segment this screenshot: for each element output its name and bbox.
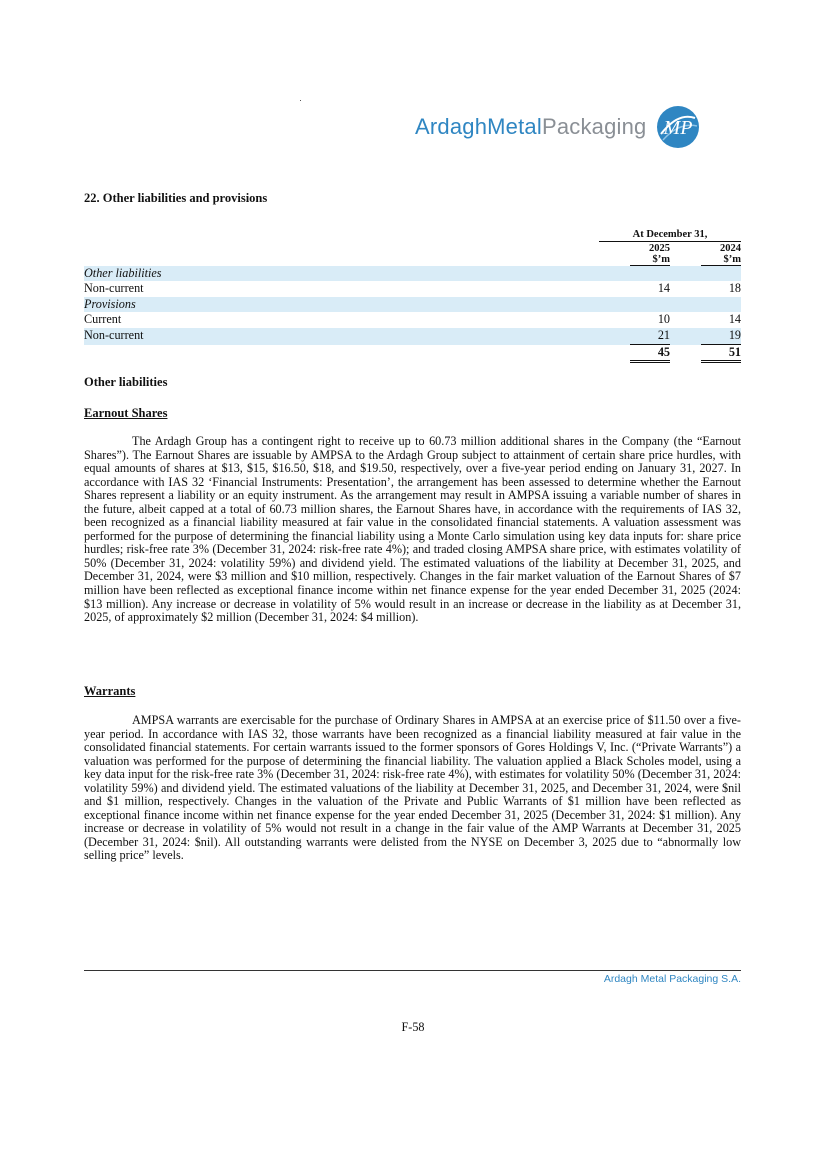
header-year-2025: 2025 — [649, 242, 670, 254]
header-group-label: At December 31, — [599, 229, 741, 242]
table-row — [84, 297, 741, 313]
cell-2025: 14 — [657, 281, 670, 296]
table-row — [84, 312, 741, 328]
table-row — [84, 328, 741, 345]
liabilities-table — [84, 227, 741, 363]
total-2025: 45 — [630, 345, 670, 364]
earnout-heading: Earnout Shares — [84, 406, 168, 420]
amp-emblem-icon — [655, 104, 701, 150]
table-header-year-row — [84, 243, 741, 254]
total-2024: 51 — [701, 345, 741, 364]
logo-word-metal: Metal — [487, 114, 542, 139]
header-year-2024: 2024 — [720, 242, 741, 254]
stray-dot — [300, 100, 301, 101]
cell-2025 — [599, 266, 670, 282]
table-total-row — [84, 345, 741, 364]
table-row — [84, 266, 741, 282]
page-number: F-58 — [401, 1020, 425, 1034]
warrants-paragraph: AMPSA warrants are exercisable for the purchase of Ordinary Shares in AMPSA at an exercise price of $11.50 over a five-year period. In accordance with IAS 32, those warrants have been recognized as a financial liability measured at fair value in the consolidated financial statements. For certain warrants issued to the former sponsors of Gores Holdings V, Inc. (“Private Warrants”) a valuation was performed for the purpose of determining the financial liability. The valuation applied a Black Scholes model, using a key data input for the risk-free rate 3% (December 31, 2024: risk-free rate 4%), with estimates for volatility 50% (December 31, 2024: volatility 59%) and dividend yield. The estimated valuations of the liability at December 31, 2025, and December 31, 2024, were $nil and $1 million, respectively. Changes in the valuation of the Private and Public Warrants of $1 million have been reflected as exceptional finance income within net finance expense for the year ended December 31, 2025 (December 31, 2024: $1 million). Any increase or decrease in volatility of 5% would not result in a change in the fair value of the AMP Warrants at December 31, 2025 (December 31, 2024: $nil). All outstanding warrants were delisted from the NYSE on December 3, 2025 due to “abnormally low selling price” levels. — [84, 713, 741, 863]
cell-2024: 18 — [728, 281, 741, 296]
cell-2024 — [670, 297, 741, 313]
cell-2025: 21 — [630, 328, 670, 345]
row-label: Non-current — [84, 281, 144, 296]
table-header-group-row — [84, 227, 741, 243]
header-unit-2024: $’m — [701, 254, 741, 266]
cell-2024: 19 — [701, 328, 741, 345]
header-unit-2025: $’m — [630, 254, 670, 266]
footer-divider — [84, 970, 741, 971]
cell-2024: 14 — [728, 312, 741, 327]
row-label: Other liabilities — [84, 266, 599, 282]
svg-text:MP: MP — [663, 117, 692, 139]
table-header-unit-row — [84, 254, 741, 266]
header-group-cell — [599, 227, 741, 243]
cell-2024 — [670, 266, 741, 282]
logo-wordmark — [415, 116, 647, 138]
logo-word-packaging: Packaging — [541, 114, 647, 139]
cell-2025: 10 — [657, 312, 670, 327]
company-logo — [415, 103, 701, 151]
table-row — [84, 281, 741, 297]
row-label: Non-current — [84, 328, 599, 345]
row-label: Provisions — [84, 297, 599, 313]
row-label: Current — [84, 312, 122, 327]
logo-word-ardagh: Ardagh — [415, 114, 488, 139]
section-title: 22. Other liabilities and provisions — [84, 191, 268, 205]
warrants-heading: Warrants — [84, 684, 136, 698]
cell-2025 — [599, 297, 670, 313]
other-liabilities-heading: Other liabilities — [84, 375, 168, 389]
earnout-paragraph: The Ardagh Group has a contingent right to receive up to 60.73 million additional shares in the Company (the “Earnout Shares”). The Earnout Shares are issuable by AMPSA to the Ardagh Group subject to attainment of certain share price hurdles, with equal amounts of shares at $13, $15, $16.50, $18, and $19.50, respectively, over a five-year period ending on January 31, 2027. In accordance with IAS 32 ‘Financial Instruments: Presentation’, the arrangement has been assessed to determine whether the Earnout Shares represent a liability or an equity instrument. As the arrangement may result in AMPSA issuing a variable number of shares in the future, albeit capped at a total of 60.73 million shares, the Earnout Shares have, in accordance with the requirements of IAS 32, been recognized as a financial liability measured at fair value in the consolidated financial statements. A valuation assessment was performed for the purpose of determining the financial liability using a Monte Carlo simulation using key data inputs for: share price hurdles; risk-free rate 3% (December 31, 2024: risk-free rate 4%); and traded closing AMPSA share price, with estimates volatility of 50% (December 31, 2024: volatility 59%) and dividend yield. The estimated valuations of the liability at December 31, 2025, and December 31, 2024, were $3 million and $10 million, respectively. Changes in the fair market valuation of the Earnout Shares of $7 million have been reflected as exceptional finance income within net finance expense for the year ended December 31, 2025 (2024: $13 million). Any increase or decrease in volatility of 5% would result in an increase or decrease in the liability as at December 31, 2025, of approximately $2 million (December 31, 2024: $4 million). — [84, 434, 741, 625]
footer-company-name: Ardagh Metal Packaging S.A. — [603, 973, 741, 985]
